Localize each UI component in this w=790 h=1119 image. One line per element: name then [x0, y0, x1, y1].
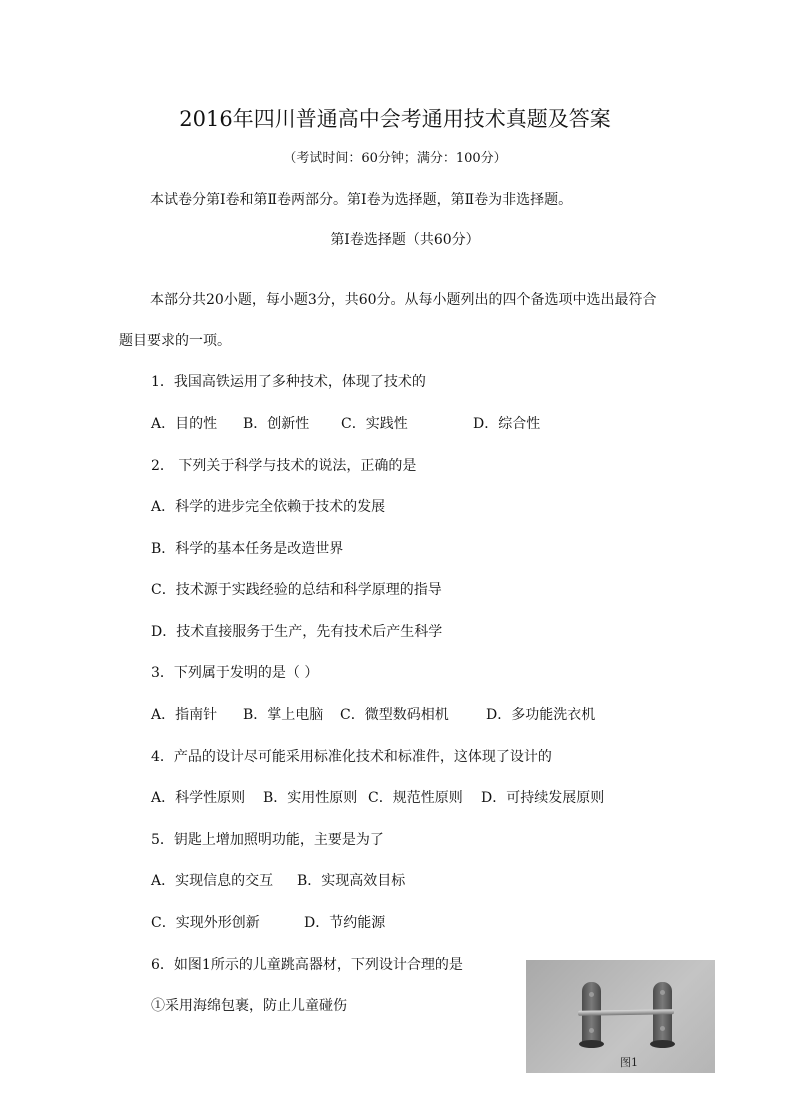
q5-option-b: B．实现高效目标: [297, 873, 406, 889]
question-4-stem: 4．产品的设计尽可能采用标准化技术和标准件，这体现了设计的: [151, 749, 552, 765]
figure-1-high-jump-equipment: [526, 960, 715, 1073]
q2-option-b: B．科学的基本任务是改造世界: [151, 541, 344, 557]
q4-option-a: A．科学性原则: [151, 790, 246, 806]
q2-option-c: C．技术源于实践经验的总结和科学原理的指导: [151, 582, 442, 598]
q4-option-b: B．实用性原则: [263, 790, 358, 806]
document-title: 2016年四川普通高中会考通用技术真题及答案: [179, 107, 611, 131]
q3-option-c: C．微型数码相机: [340, 707, 449, 723]
exam-info: （考试时间：60分钟；满分：100分）: [283, 151, 507, 166]
q1-option-d: D．综合性: [473, 416, 541, 432]
figure-caption: 图1: [620, 1056, 638, 1069]
instructions-line-1: 本部分共20小题，每小题3分，共60分。从每小题列出的四个备选项中选出最符合: [150, 292, 657, 308]
q1-option-b: B．创新性: [243, 416, 310, 432]
question-1-stem: 1．我国高铁运用了多种技术，体现了技术的: [151, 374, 426, 390]
q5-option-a: A．实现信息的交互: [151, 873, 274, 889]
q6-item-1: ①采用海绵包裹，防止儿童碰伤: [151, 998, 347, 1014]
q1-option-c: C．实践性: [341, 416, 408, 432]
question-5-stem: 5．钥匙上增加照明功能，主要是为了: [151, 832, 384, 848]
instructions-line-2: 题目要求的一项。: [119, 333, 231, 349]
q5-option-c: C．实现外形创新: [151, 915, 260, 931]
q3-option-b: B．掌上电脑: [243, 707, 324, 723]
section-title: 第Ⅰ卷选择题（共60分）: [330, 232, 480, 248]
q4-option-d: D．可持续发展原则: [481, 790, 605, 806]
q2-option-d: D．技术直接服务于生产，先有技术后产生科学: [151, 624, 443, 640]
intro-paragraph: 本试卷分第Ⅰ卷和第Ⅱ卷两部分。第Ⅰ卷为选择题，第Ⅱ卷为非选择题。: [150, 192, 573, 208]
question-6-stem: 6．如图1所示的儿童跳高器材，下列设计合理的是: [151, 957, 463, 973]
q4-option-c: C．规范性原则: [368, 790, 463, 806]
q5-option-d: D．节约能源: [304, 915, 386, 931]
q3-option-d: D．多功能洗衣机: [486, 707, 596, 723]
q2-option-a: A．科学的进步完全依赖于技术的发展: [151, 499, 386, 515]
q3-option-a: A．指南针: [151, 707, 218, 723]
question-2-stem: 2． 下列关于科学与技术的说法，正确的是: [151, 458, 417, 474]
q1-option-a: A．目的性: [151, 416, 218, 432]
question-3-stem: 3．下列属于发明的是（ ）: [151, 665, 319, 681]
